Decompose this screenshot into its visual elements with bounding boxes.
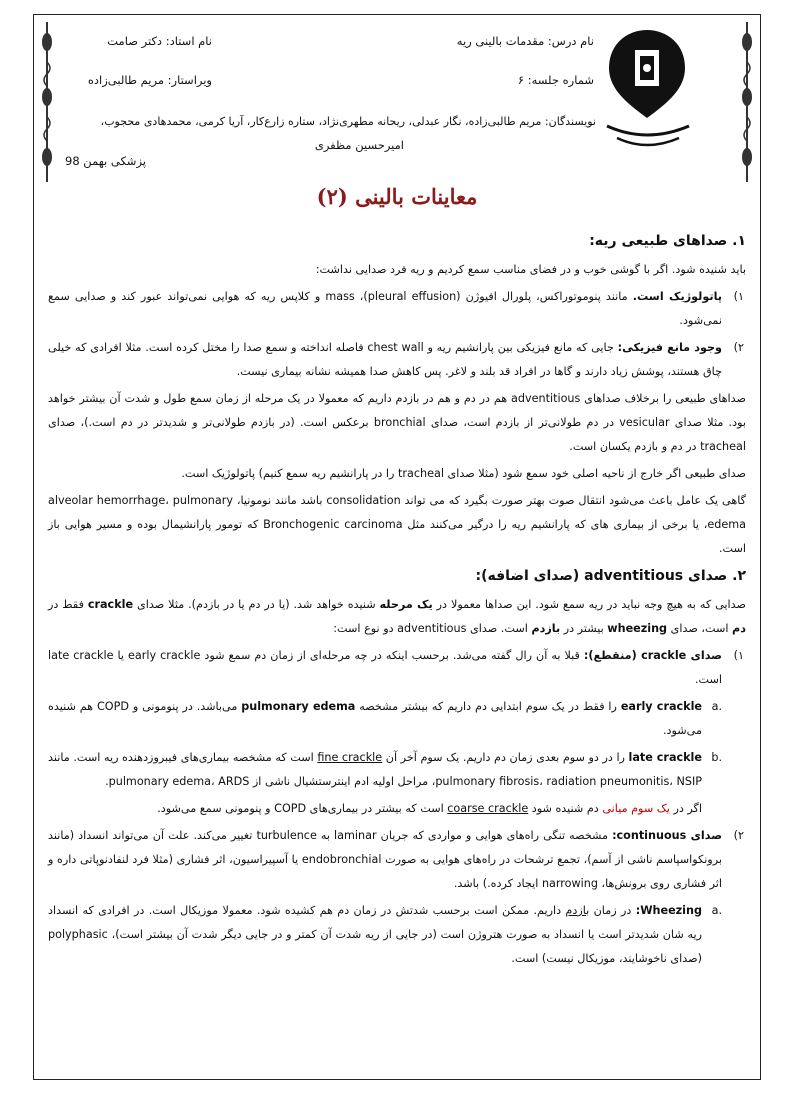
list-item — [48, 336, 746, 384]
text-run: early crackle — [620, 700, 703, 713]
text-run: یک سوم میانی — [602, 802, 670, 815]
list-item-text: مانند پنوموتوراکس، پلورال افیوژن (pleural effusion)، mass و کلاپس ریه که هوایی نمی‌تواند عبور کند و صدایی سمع نمی‌شود. — [48, 290, 722, 327]
list-item-bold: پاتولوژیک است. — [632, 290, 722, 303]
list-number: .b — [711, 751, 722, 764]
paragraph: صداهای طبیعی را برخلاف صداهای adventitious هم در دم و هم در بازدم داریم که معمولا در یک مرحله از زمان سمع طول و شدت آن بیشتر خواهد بود. مثلا صدای vesicular در دم طولانی‌تر از بازدم است، صدای bronchial برعکس است. (در بازدم طولانی‌تر و شدیدتر در دم است.)، صدای tracheal در دم و بازدم یکسان است. — [48, 392, 746, 453]
list-number: .a — [711, 700, 722, 713]
list-number: ۲) — [733, 341, 744, 354]
text-run: اگر در — [669, 802, 702, 815]
cohort-label: پزشکی بهمن 98 — [65, 154, 146, 168]
heading-part: adventitious — [584, 568, 684, 584]
list-item — [48, 644, 746, 692]
course-name: نام درس: مقدمات بالینی ریه — [456, 34, 594, 48]
text-run: late crackle — [628, 751, 702, 764]
text-run: wheezing — [607, 622, 668, 635]
text-run: می‌باشد. در پنومونی و COPD هم شنیده می‌شود. — [48, 700, 702, 737]
list-item-bold: صدای continuous: — [612, 829, 723, 842]
text-run: است که بیشتر در بیماری‌های COPD و پنومونی سمع می‌شود. — [157, 802, 448, 815]
teacher-name: نام استاد: دکتر صامت — [107, 34, 212, 48]
list-number: ۱) — [733, 290, 744, 303]
text-run: را فقط در یک سوم ابتدایی دم داریم که بیشتر مشخصه — [355, 700, 621, 713]
text-run: دم شنیده شود — [528, 802, 603, 815]
text-run: صدایی که به هیچ وجه نباید در ریه سمع شود. این صداها معمولا در — [432, 598, 746, 611]
text-run: است که مشخصه بیماری‌های فیبروزدهنده ریه است. مانند pulmonary fibrosis، radiation pneumonitis، NSIP، مراحل اولیه ادم اینترستشیال ناشی از pulmonary edema، ARDS. — [48, 751, 702, 788]
text-run: دم — [732, 622, 746, 635]
right-vine-ornament-icon — [740, 22, 754, 182]
editor-name: ویراستار: مریم طالبی‌زاده — [87, 73, 212, 87]
list-number: .a — [711, 904, 722, 917]
sub-list-item — [48, 746, 746, 794]
authors-line-1: نویسندگان: مریم طالبی‌زاده، نگار عبدلی، ریحانه مطهری‌نژاد، ستاره زارع‌کار، آریا کرمی، محمدهادی محجوب، — [100, 115, 596, 128]
text-run: داریم. ممکن است برحسب شدتش در زمان دم هم کشیده شود. معمولا موزیکال است. در افرادی که انسداد ریه شان شدیدتر است یا انسداد به صورت هتروژن است (در جایی از ریه شدت آن کمتر و در جایی دیگر شدت آن بیشتر است)، polyphasic (صدای ناخوشایند، موزیکال نیست) است. — [48, 904, 702, 965]
sub-list-item — [48, 899, 746, 971]
text-run: یک مرحله — [379, 598, 433, 611]
text-run: را در دو سوم بعدی زمان دم داریم. یک سوم آخر آن — [382, 751, 629, 764]
text-run: coarse crackle — [447, 802, 529, 815]
heading-part: ۲. صدای — [683, 568, 746, 584]
list-item — [48, 824, 746, 896]
heading-part: (صدای اضافه): — [475, 568, 585, 584]
sub-list-item — [48, 797, 746, 821]
list-item-text: قبلا به آن رال گفته می‌شد. برحسب اینکه در چه مرحله‌ای از زمان دم سمع شود early crackle یا late crackle است. — [48, 649, 722, 686]
paragraph — [48, 593, 746, 641]
list-number: ۲) — [733, 829, 744, 842]
text-run: بازدم — [565, 904, 590, 917]
left-vine-ornament-icon — [40, 22, 54, 182]
text-run: pulmonary edema — [241, 700, 356, 713]
text-run: fine crackle — [317, 751, 383, 764]
text-run: است، صدای — [667, 622, 733, 635]
list-item-bold: صدای crackle (منقطع): — [583, 649, 722, 662]
text-run: شنیده خواهد شد. (یا در دم یا در بازدم). مثلا صدای — [133, 598, 380, 611]
text-run: فقط در — [48, 598, 88, 611]
list-item-text: جایی که مانع فیزیکی بین پارانشیم ریه و chest wall فاصله انداخته و سمع صدا را مختل کرده است. مثلا افرادی که خیلی چاق هستند، پوشش زیاد دارند و گاها در افراد قد بلند و لاغر. پس کاهش صدا همیشه نشانه بیماری نیست. — [48, 341, 722, 378]
text-run: است. صدای adventitious دو نوع است: — [333, 622, 532, 635]
session-number: شماره جلسه: ۶ — [517, 73, 594, 87]
paragraph: گاهی یک عامل باعث می‌شود انتقال صوت بهتر صورت بگیرد که می تواند consolidation باشد مانند نومونیا، alveolar hemorrhage، pulmonary edema، یا برخی از بیماری های که پارانشیم ریه را درگیر می‌کنند مثل Bronchogenic carcinoma که تومور پارانشیمال بوده و مسیر هوایی باز است. — [48, 494, 746, 555]
list-item — [48, 285, 746, 333]
document-body — [48, 226, 746, 974]
text-run: Wheezing: — [635, 904, 702, 917]
page-title: معاینات بالینی (۲) — [316, 184, 478, 209]
authors-line-2: امیرحسین مظفری — [314, 138, 404, 152]
text-run: crackle — [87, 598, 134, 611]
text-run: بازدم — [531, 622, 561, 635]
text-run: در زمان — [589, 904, 636, 917]
university-logo-icon — [597, 26, 697, 156]
section-1-heading: ۱. صداهای طبیعی ریه: — [589, 233, 746, 249]
list-item-text: مشخصه تنگی راه‌های هوایی و مواردی که جریان laminar به turbulence تغییر می‌کند. علت آن می‌تواند انسداد (مانند برونکواسپاسم ناشی از آسم)، تجمع ترشحات در راه‌های هوایی به صورت endobronchial یا آسپیراسیون، اثر فشاری (مثلا فرد لنفادنوپاتی داره و اثر فشاری روی برونش‌ها، narrowing ایجاد کرده.) باشد. — [48, 829, 722, 890]
sub-list-item — [48, 695, 746, 743]
text-run: بیشتر در — [560, 622, 608, 635]
paragraph: صدای طبیعی اگر خارج از ناحیه اصلی خود سمع شود (مثلا صدای tracheal را در پارانشیم ریه سمع کنیم) پاتولوژیک است. — [181, 467, 746, 480]
section-2-heading — [48, 564, 746, 588]
list-item-bold: وجود مانع فیزیکی: — [617, 341, 722, 354]
list-number: ۱) — [733, 649, 744, 662]
section-1-intro: باید شنیده شود. اگر با گوشی خوب و در فضای مناسب سمع کردیم و ریه فرد صدایی نداشت: — [315, 263, 746, 276]
